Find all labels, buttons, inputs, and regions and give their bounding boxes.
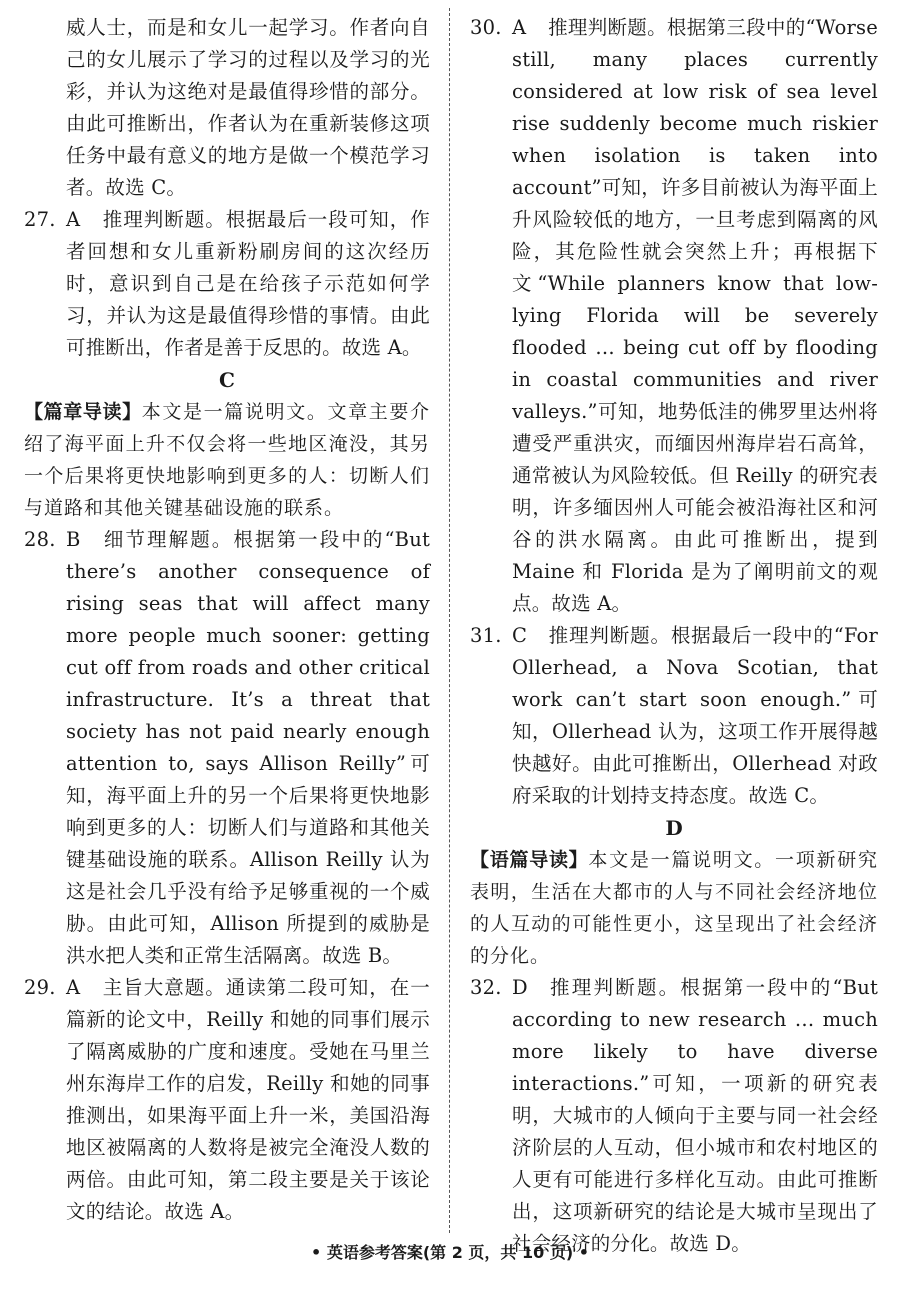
explanation: 推理判断题。根据第一段中的“But according to new research … much more likely to have diverse interactions.”可知，一项新的研究表明，大城市的人倾向于主要与同一社会经济阶层的人互动，但小城市和农村地区的人更有可能进行多样化互动。由此可推断出，这项新研究的结论是大城市呈现出了社会经济的分化。故选 D。 [512,976,878,1255]
question-number: 31. [470,624,502,647]
answer-letter: A [66,976,81,999]
answer-letter: A [66,208,81,231]
guide-tag: 【语篇导读】 [470,849,589,871]
question-number: 27. [24,208,56,231]
question-32 [470,972,878,1260]
explanation: 推理判断题。根据最后一段可知，作者回想和女儿重新粉刷房间的这次经历时，意识到自己是在给孩子示范如何学习，并认为这是最值得珍惜的事情。由此可推断出，作者是善于反思的。故选 A。 [66,208,430,359]
answer-letter: C [512,624,528,647]
question-31 [470,620,878,812]
explanation: 推理判断题。根据最后一段中的“For Ollerhead, a Nova Scotian, that work can’t start soon enough.”可知，Ollerhead 认为，这项工作开展得越快越好。由此可推断出，Ollerhead 对政府采取的计划持支持态度。故选 C。 [512,624,878,807]
guide-text: 本文是一篇说明文。一项新研究表明，生活在大都市的人与不同社会经济地位的人互动的可能性更小，这呈现出了社会经济的分化。 [470,849,878,967]
passage-b-continuation: 威人士，而是和女儿一起学习。作者向自己的女儿展示了学习的过程以及学习的光彩，并认为这绝对是最值得珍惜的部分。由此可推断出，作者认为在重新装修这项任务中最有意义的地方是做一个模范学习者。故选 C。 [66,16,430,199]
question-number: 29. [24,976,56,999]
right-column [470,12,878,1260]
page-footer: • 英语参考答案(第 2 页，共 10 页) • [311,1243,589,1262]
question-number: 32. [470,976,502,999]
question-number: 28. [24,528,56,551]
question-29 [24,972,430,1228]
question-number: 30. [470,16,502,39]
answer-letter: B [66,528,81,551]
answer-letter: A [512,16,527,39]
explanation: 推理判断题。根据第三段中的“Worse still, many places currently considered at low risk of sea level rise suddenly become much riskier when isolation is taken into account”可知，许多目前被认为海平面上升风险较低的地方，一旦考虑到隔离的风险，其危险性就会突然上升；再根据下文“While planners know that low-lying Florida will be severely flooded … being cut off by flooding in coastal communities and river valleys.”可知，地势低洼的佛罗里达州将遭受严重洪灾，而缅因州海岸岩石高耸，通常被认为风险较低。但 Reilly 的研究表明，许多缅因州人可能会被沿海社区和河谷的洪水隔离。由此可推断出，提到 Maine 和 Florida 是为了阐明前文的观点。故选 A。 [512,16,878,615]
question-28 [24,524,430,972]
question-30 [470,12,878,620]
column-divider [449,8,450,1233]
guide-text: 本文是一篇说明文。文章主要介绍了海平面上升不仅会将一些地区淹没，其另一个后果将更快地影响到更多的人：切断人们与道路和其他关键基础设施的联系。 [24,401,430,519]
passage-guide-d [470,844,878,972]
explanation: 细节理解题。根据第一段中的“But there’s another consequence of rising seas that will affect many more people much sooner: getting cut off from roads and other critical infrastructure. It’s a threat that society has not paid nearly enough attention to, says Allison Reilly”可知，海平面上升的另一个后果将更快地影响到更多的人：切断人们与道路和其他关键基础设施的联系。Allison Reilly 认为这是社会几乎没有给予足够重视的一个威胁。由此可知，Allison 所提到的威胁是洪水把人类和正常生活隔离。故选 B。 [66,528,430,967]
explanation: 主旨大意题。通读第二段可知，在一篇新的论文中，Reilly 和她的同事们展示了隔离威胁的广度和速度。受她在马里兰州东海岸工作的启发，Reilly 和她的同事推测出，如果海平面上升一米，美国沿海地区被隔离的人数将是被完全淹没人数的两倍。由此可知，第二段主要是关于该论文的结论。故选 A。 [66,976,430,1223]
question-27 [24,204,430,364]
left-column [24,12,430,1228]
section-heading-c: C [219,368,235,392]
passage-guide-c [24,396,430,524]
section-heading-d: D [665,816,683,840]
guide-tag: 【篇章导读】 [24,401,142,423]
answer-letter: D [512,976,528,999]
